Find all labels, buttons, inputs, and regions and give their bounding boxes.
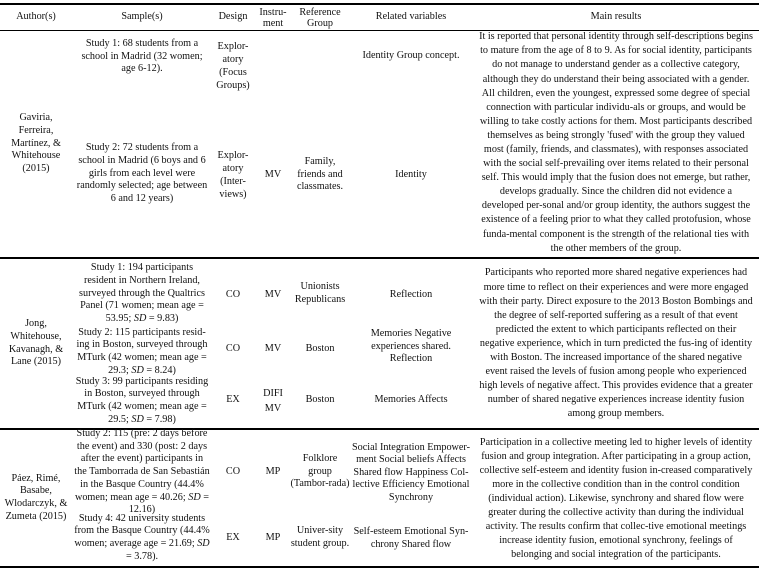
- table-bottom-rule: [0, 566, 759, 568]
- sample-text: [74, 513, 210, 564]
- header-instrument: [256, 4, 290, 31]
- design-text: CO: [225, 288, 241, 300]
- header-author-label: Author(s): [16, 11, 56, 23]
- reference-group-text: Family, friends and classmates.: [296, 155, 344, 193]
- main-results-cell: [473, 267, 759, 420]
- instrument-text: MP: [265, 531, 281, 543]
- sample-text-main: Study 1: 194 participants resident in Northern Ireland, surveyed through the Qualtrics Panel (71 women; mean age = 53.95;: [79, 262, 205, 325]
- instrument-text-line1: DIFI: [263, 388, 283, 399]
- reference-group-text: Boston: [305, 342, 335, 354]
- sample-text: Study 2: 72 students from a school in Madrid (6 boys and 6 girls from each level were randomly selected; age between 6 and 12 years): [76, 142, 208, 205]
- sample-text-sd: = 7.98): [143, 413, 176, 425]
- related-variables-cell: [350, 524, 472, 554]
- sd-label: SD: [197, 538, 210, 549]
- author-text: Jong, Whitehouse, Kavanagh, & Lane (2015): [8, 318, 64, 368]
- reference-group-cell: [290, 339, 350, 359]
- sample-text-main: Study 2: 115 (pre: 2 days before the event) and 330 (post: 2 days after the event) participants in the Tamborrada de San Sebastián in the Basque Country (44.4% women; mean age = 40.26;: [74, 428, 210, 503]
- reference-group-cell: [290, 153, 350, 197]
- sample-text-main: Study 2: 115 participants resid-ing in Boston, surveyed through MTurk (42 women; mean age = 29.3;: [76, 326, 208, 376]
- sample-text: [74, 327, 210, 378]
- reference-group-cell: [290, 390, 350, 410]
- design-cell: [210, 528, 256, 548]
- header-reference-line1: Reference: [299, 6, 341, 18]
- reference-group-text: Univer-sity student group.: [290, 525, 350, 549]
- instrument-cell: [256, 462, 290, 482]
- sample-cell: [74, 140, 210, 208]
- reference-group-cell: [290, 515, 350, 561]
- sample-text-sd: = 3.78).: [125, 550, 159, 562]
- related-variables-cell: [350, 442, 472, 504]
- group-1-bottom-rule: [0, 257, 759, 259]
- design-text: EX: [226, 393, 240, 405]
- sample-text-sd: = 9.83): [146, 313, 179, 325]
- design-cell: [210, 462, 256, 482]
- main-results-text: Participants who reported more shared negative experiences had more time to reflect on their experiences and were more engaged with their party. Direct exposure to the 2013 Boston Bombings and the degree of self-reported suffering as a result of that event predicted the extent to which participants reflected on their negative experience, which in turn predicted the fus-ing of identity with Boston. The increased importance of the shared negative event raised the levels of fusion among people who experienced high levels of negative affect. This provides evidence that a greater number of shared negative experiences increase identity fusion among group members.: [479, 267, 753, 420]
- design-text: Explor-atory (Inter-views): [217, 150, 249, 200]
- sample-text-sd: = 8.24): [143, 364, 176, 376]
- sample-text: [74, 262, 210, 326]
- related-variables-text: Memories Affects: [374, 393, 448, 405]
- related-variables-cell: [350, 390, 472, 410]
- related-variables-text: Reflection: [389, 288, 433, 300]
- header-related-label: Related variables: [375, 11, 447, 23]
- instrument-cell: [256, 528, 290, 548]
- reference-group-cell: [290, 445, 350, 499]
- related-variables-text: Identity: [395, 168, 427, 180]
- design-cell: [210, 285, 256, 305]
- instrument-text-line2: MV: [264, 403, 282, 414]
- header-sample: [74, 5, 210, 30]
- design-text: EX: [226, 531, 240, 543]
- author-cell: [0, 31, 72, 257]
- sample-text-main: Study 3: 99 participants residing in Boston, surveyed through MTurk (42 women; mean age = 29.5;: [75, 375, 209, 425]
- instrument-text: MV: [264, 342, 282, 354]
- header-main-results: [473, 5, 759, 30]
- main-results-cell: [473, 434, 759, 564]
- instrument-text: MP: [265, 465, 281, 477]
- design-cell: [210, 145, 256, 205]
- sd-label: SD: [133, 313, 147, 325]
- author-text: Gaviria, Ferreira, Martínez, & Whitehouse (2015): [11, 112, 61, 175]
- header-instrument-line2: ment: [262, 17, 284, 29]
- header-design-label: Design: [218, 11, 248, 23]
- sample-cell: [74, 511, 210, 565]
- related-variables-cell: [350, 46, 472, 66]
- design-text: Explor-atory (Focus Groups): [216, 41, 250, 91]
- main-results-text: It is reported that personal identity through self-descriptions begins to mature from the age of 8 to 9. As for social identity, participants do not manage to understand gender as a collective category, although they do understand their being associated with a gender. All children, even the youngest, expressed some degree of special connection with particular individu-als or groups, and would be willing to take costly actions for them. Most participants described themselves as being strongly 'fused' with the group they valued most (family, friends, and classmates), with responses associated with the social self-prevailing over items related to their personal self. This would imply that the fusion does not emerge, but rather, develops gradually. Since the children did not evidence a developed per-sonal and/or group identity, the authors suggest the existence of a feeling prior to what they called protofusion, whose funda-mental component is the strength of the relational ties with the other members of the group.: [479, 31, 753, 254]
- sample-text: Study 1: 68 students from a school in Madrid (32 women; age 6-12).: [81, 37, 203, 75]
- header-main-label: Main results: [590, 11, 642, 23]
- author-cell: [0, 430, 72, 566]
- design-cell: [210, 33, 256, 99]
- reference-group-text: Folklore group (Tambor-rada): [290, 452, 350, 490]
- reference-group-text: Unionists Republicans: [294, 281, 346, 305]
- header-design: [210, 5, 256, 30]
- sample-cell: [74, 326, 210, 378]
- sample-text-main: Study 4: 42 university students from the Basque Country (44.4% women; average age = 21.69;: [74, 512, 210, 549]
- related-variables-cell: [350, 285, 472, 305]
- instrument-cell: [256, 285, 290, 305]
- design-text: CO: [225, 465, 241, 477]
- sample-text: [74, 428, 210, 517]
- design-cell: [210, 339, 256, 359]
- author-text: Páez, Rimé, Basabe, Wlodarczyk, & Zumeta (2015): [4, 472, 68, 522]
- sample-cell: [74, 36, 210, 78]
- related-variables-text: Identity Group concept.: [362, 49, 460, 61]
- instrument-text: MV: [264, 168, 282, 180]
- related-variables-cell: [350, 165, 472, 185]
- design-text: CO: [225, 342, 241, 354]
- header-related-variables: [350, 5, 472, 30]
- sample-text: [74, 376, 210, 427]
- header-reference-group: [290, 4, 350, 31]
- instrument-cell: [256, 165, 290, 185]
- main-results-cell: [473, 32, 759, 254]
- header-reference-line2: Group: [306, 17, 334, 29]
- sample-text-sd: = 12.16): [128, 491, 209, 516]
- sd-label: SD: [131, 364, 144, 376]
- reference-group-cell: [290, 276, 350, 312]
- related-variables-text: Self-esteem Emotional Syn-chrony Shared flow: [353, 526, 469, 550]
- sample-cell: [74, 430, 210, 515]
- author-cell: [0, 259, 72, 428]
- reference-group-text: Boston: [305, 393, 335, 405]
- sample-cell: [74, 375, 210, 427]
- sample-cell: [74, 260, 210, 328]
- design-cell: [210, 390, 256, 410]
- instrument-cell: [256, 384, 290, 418]
- related-variables-text: Memories Negative experiences shared. Reflection: [370, 327, 452, 365]
- header-instrument-line1: Instru-: [259, 6, 287, 18]
- sd-label: SD: [188, 491, 201, 503]
- main-results-text: Participation in a collective meeting led to higher levels of identity fusion and group integration. After participating in a group action, collective self-esteem and identity fusion in-creased comparatively more in the collective condition than in the control condition (individual action). Likewise, synchrony and shared flow were greater during the collective activity than during the individual activity. The results confirm that collec-tive emotional meetings increase identity fusion, emotional synchrony, feelings of belonging and social integration of the participants.: [479, 436, 753, 561]
- sd-label: SD: [131, 413, 144, 425]
- instrument-cell: [256, 339, 290, 359]
- instrument-text: MV: [264, 288, 282, 300]
- header-author: [0, 5, 72, 30]
- related-variables-text: Social Integration Empower-ment Social beliefs Affects Shared flow Happiness Col-lective Efficiency Emotional Synchrony: [351, 441, 471, 503]
- related-variables-cell: [350, 327, 472, 365]
- header-sample-label: Sample(s): [121, 11, 163, 23]
